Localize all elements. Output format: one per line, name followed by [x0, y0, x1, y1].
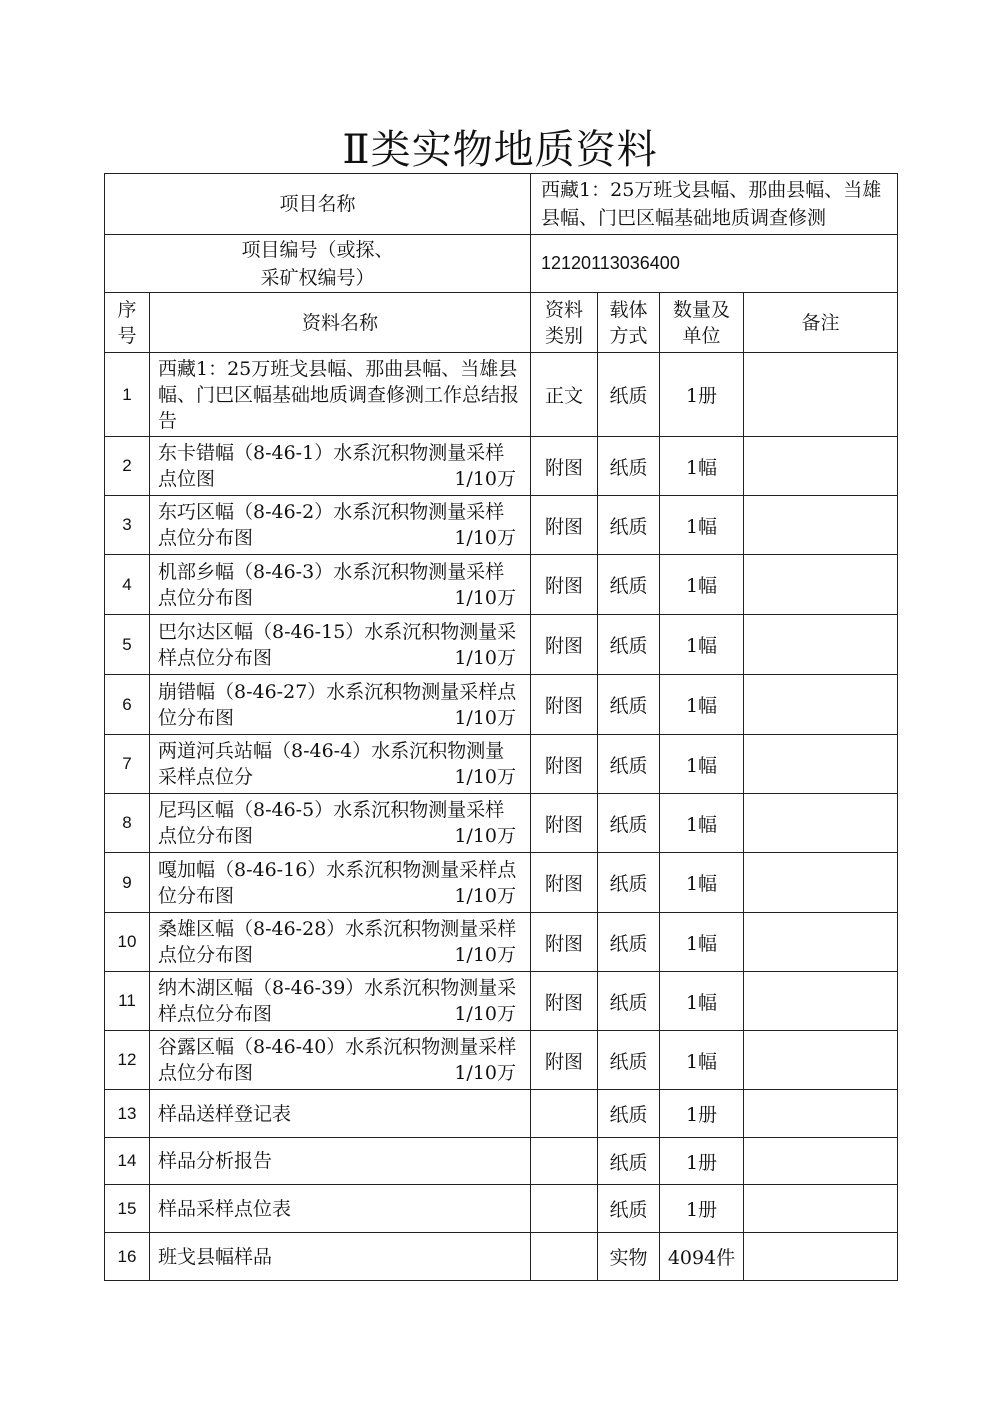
row-number: 7 [105, 735, 150, 794]
table-row [105, 615, 898, 675]
row-number: 11 [105, 972, 150, 1031]
row-name [150, 1138, 531, 1185]
header-seq [105, 293, 150, 353]
row-name-line1: 东巧区幅（8-46-2）水系沉积物测量采样 [158, 501, 505, 523]
row-name-line1: 纳木湖区幅（8-46-39）水系沉积物测量采 [158, 977, 517, 999]
row-carrier: 纸质 [598, 1185, 660, 1233]
row-scale: 1/10万 [454, 1062, 517, 1084]
table-row [105, 675, 898, 735]
row-name [150, 853, 531, 913]
row-name-line2-text: 点位分布图 [158, 586, 254, 609]
row-name-line2 [158, 942, 522, 968]
row-number: 5 [105, 615, 150, 675]
header-name: 资料名称 [150, 293, 531, 353]
row-category [531, 1090, 598, 1138]
row-remark [744, 555, 898, 615]
row-name-line1: 样品送样登记表 [158, 1102, 292, 1125]
row-scale: 1/10万 [454, 884, 517, 907]
row-name-line2-text: 点位分布图 [158, 1062, 254, 1084]
row-remark [744, 794, 898, 853]
row-quantity: 1册 [660, 353, 744, 437]
row-carrier: 纸质 [598, 1138, 660, 1185]
table-row [105, 794, 898, 853]
row-scale: 1/10万 [454, 706, 517, 729]
row-number: 9 [105, 853, 150, 913]
row-remark [744, 437, 898, 496]
header-category-line1: 资料 [545, 298, 584, 321]
row-name-line1: 巴尔达区幅（8-46-15）水系沉积物测量采 [158, 620, 517, 643]
header-quantity-line2: 单位 [682, 324, 721, 347]
table-row [105, 1138, 898, 1185]
row-carrier: 纸质 [598, 853, 660, 913]
project-name-label: 项目名称 [105, 174, 531, 235]
row-category: 附图 [531, 853, 598, 913]
row-quantity: 1幅 [660, 735, 744, 794]
row-quantity: 1册 [660, 1138, 744, 1185]
row-name-line2-text: 点位分布图 [158, 527, 254, 549]
row-carrier: 纸质 [598, 735, 660, 794]
row-remark [744, 1185, 898, 1233]
row-scale: 1/10万 [454, 944, 517, 966]
row-name [150, 1185, 531, 1233]
row-remark [744, 972, 898, 1031]
row-carrier: 实物 [598, 1233, 660, 1281]
row-name-line2 [158, 705, 522, 731]
row-scale: 1/10万 [454, 1003, 517, 1025]
row-name-line2 [158, 1001, 522, 1027]
row-remark [744, 615, 898, 675]
row-carrier: 纸质 [598, 675, 660, 735]
row-quantity: 1册 [660, 1090, 744, 1138]
row-name [150, 913, 531, 972]
row-name-line2 [158, 466, 522, 492]
row-name-line1: 尼玛区幅（8-46-5）水系沉积物测量采样 [158, 799, 505, 821]
row-carrier: 纸质 [598, 972, 660, 1031]
row-number: 12 [105, 1031, 150, 1090]
project-number-label [105, 235, 531, 293]
row-remark [744, 1090, 898, 1138]
row-category: 附图 [531, 437, 598, 496]
header-seq-line1: 序 [117, 298, 137, 321]
row-carrier: 纸质 [598, 913, 660, 972]
row-quantity: 1册 [660, 1185, 744, 1233]
table-row [105, 853, 898, 913]
header-seq-line2: 号 [117, 324, 137, 347]
row-remark [744, 1233, 898, 1281]
row-category: 附图 [531, 496, 598, 555]
row-name [150, 353, 531, 437]
row-scale: 1/10万 [454, 468, 517, 490]
row-quantity: 1幅 [660, 913, 744, 972]
row-carrier: 纸质 [598, 496, 660, 555]
table-row [105, 496, 898, 555]
header-carrier [598, 293, 660, 353]
row-quantity: 1幅 [660, 675, 744, 735]
table-row [105, 913, 898, 972]
row-category: 附图 [531, 1031, 598, 1090]
row-category: 附图 [531, 675, 598, 735]
row-quantity: 1幅 [660, 972, 744, 1031]
row-quantity: 1幅 [660, 437, 744, 496]
row-name-line1: 两道河兵站幅（8-46-4）水系沉积物测量 [158, 740, 505, 762]
row-name-line2-text: 位分布图 [158, 706, 235, 729]
row-number: 6 [105, 675, 150, 735]
row-name-line1: 班戈县幅样品 [158, 1245, 273, 1268]
row-name-line2 [158, 764, 522, 790]
header-category [531, 293, 598, 353]
table-row [105, 353, 898, 437]
row-category: 附图 [531, 972, 598, 1031]
project-name-value: 西藏1：25万班戈县幅、那曲县幅、当雄县幅、门巴区幅基础地质调查修测 [531, 174, 898, 235]
row-name [150, 972, 531, 1031]
row-quantity: 1幅 [660, 853, 744, 913]
page-title: Ⅱ类实物地质资料 [342, 127, 658, 173]
row-category: 正文 [531, 353, 598, 437]
row-name [150, 735, 531, 794]
project-number-value: 12120113036400 [531, 235, 898, 293]
row-number: 1 [105, 353, 150, 437]
row-carrier: 纸质 [598, 794, 660, 853]
row-carrier: 纸质 [598, 1031, 660, 1090]
row-category: 附图 [531, 555, 598, 615]
row-category [531, 1138, 598, 1185]
header-quantity-line1: 数量及 [673, 298, 731, 321]
row-category [531, 1185, 598, 1233]
row-scale: 1/10万 [454, 766, 517, 788]
table-row [105, 1233, 898, 1281]
table-row [105, 1031, 898, 1090]
row-quantity: 4094件 [660, 1233, 744, 1281]
row-name [150, 615, 531, 675]
row-name-line2 [158, 585, 522, 611]
row-carrier: 纸质 [598, 353, 660, 437]
project-name-row [105, 174, 898, 235]
row-name-line1: 崩错幅（8-46-27）水系沉积物测量采样点 [158, 680, 517, 703]
row-name [150, 1233, 531, 1281]
row-name-line2-text: 位分布图 [158, 884, 235, 907]
row-name-line1: 桑雄区幅（8-46-28）水系沉积物测量采样 [158, 918, 517, 940]
row-name-line1: 嘎加幅（8-46-16）水系沉积物测量采样点 [158, 858, 517, 881]
row-name-line2 [158, 525, 522, 551]
row-carrier: 纸质 [598, 555, 660, 615]
row-number: 2 [105, 437, 150, 496]
row-remark [744, 353, 898, 437]
row-remark [744, 496, 898, 555]
table-row [105, 972, 898, 1031]
row-name-line2-text: 点位图 [158, 468, 216, 490]
header-category-line2: 类别 [545, 324, 584, 347]
row-name [150, 1031, 531, 1090]
row-name-line2-text: 样点位分布图 [158, 1003, 273, 1025]
row-number: 14 [105, 1138, 150, 1185]
row-scale: 1/10万 [454, 825, 517, 847]
table-row [105, 735, 898, 794]
row-number: 4 [105, 555, 150, 615]
project-number-label-line2: 采矿权编号） [260, 266, 375, 289]
row-remark [744, 735, 898, 794]
row-remark [744, 1031, 898, 1090]
row-name-line1: 样品分析报告 [158, 1150, 273, 1172]
row-name-line2 [158, 883, 522, 909]
row-category: 附图 [531, 615, 598, 675]
row-remark [744, 675, 898, 735]
row-name-line2-text: 样点位分布图 [158, 646, 273, 669]
project-number-row [105, 235, 898, 293]
row-quantity: 1幅 [660, 555, 744, 615]
row-category [531, 1233, 598, 1281]
row-name [150, 675, 531, 735]
row-name-line1: 机部乡幅（8-46-3）水系沉积物测量采样 [158, 560, 505, 583]
row-name-line1: 样品采样点位表 [158, 1197, 292, 1220]
row-number: 16 [105, 1233, 150, 1281]
row-quantity: 1幅 [660, 794, 744, 853]
row-name [150, 437, 531, 496]
row-remark [744, 913, 898, 972]
row-category: 附图 [531, 913, 598, 972]
row-number: 15 [105, 1185, 150, 1233]
data-table [104, 173, 898, 1281]
row-scale: 1/10万 [454, 586, 517, 609]
row-category: 附图 [531, 735, 598, 794]
table-row [105, 555, 898, 615]
row-name-line2-text: 点位分布图 [158, 944, 254, 966]
table-row [105, 1185, 898, 1233]
row-remark [744, 1138, 898, 1185]
row-quantity: 1幅 [660, 615, 744, 675]
row-carrier: 纸质 [598, 437, 660, 496]
row-number: 8 [105, 794, 150, 853]
row-name-line1: 谷露区幅（8-46-40）水系沉积物测量采样 [158, 1036, 517, 1058]
row-name-line1: 东卡错幅（8-46-1）水系沉积物测量采样 [158, 442, 505, 464]
row-carrier: 纸质 [598, 1090, 660, 1138]
row-name [150, 1090, 531, 1138]
header-remark: 备注 [744, 293, 898, 353]
row-category: 附图 [531, 794, 598, 853]
row-name-line2 [158, 823, 522, 849]
row-name [150, 496, 531, 555]
header-carrier-line1: 载体 [609, 298, 648, 321]
row-name-line2 [158, 1060, 522, 1086]
row-name [150, 794, 531, 853]
row-number: 13 [105, 1090, 150, 1138]
row-carrier: 纸质 [598, 615, 660, 675]
row-number: 3 [105, 496, 150, 555]
header-quantity [660, 293, 744, 353]
row-scale: 1/10万 [454, 646, 517, 669]
header-carrier-line2: 方式 [609, 324, 648, 347]
row-name-line1: 西藏1：25万班戈县幅、那曲县幅、当雄县幅、门巴区幅基础地质调查修测工作总结报告 [158, 357, 520, 432]
row-scale: 1/10万 [454, 527, 517, 549]
row-name-line2-text: 采样点位分 [158, 766, 254, 788]
row-number: 10 [105, 913, 150, 972]
row-name-line2 [158, 645, 522, 671]
header-row [105, 293, 898, 353]
row-name-line2-text: 点位分布图 [158, 825, 254, 847]
row-name [150, 555, 531, 615]
row-remark [744, 853, 898, 913]
row-quantity: 1幅 [660, 496, 744, 555]
table-row [105, 437, 898, 496]
row-quantity: 1幅 [660, 1031, 744, 1090]
project-number-label-line1: 项目编号（或探、 [241, 238, 394, 261]
table-row [105, 1090, 898, 1138]
